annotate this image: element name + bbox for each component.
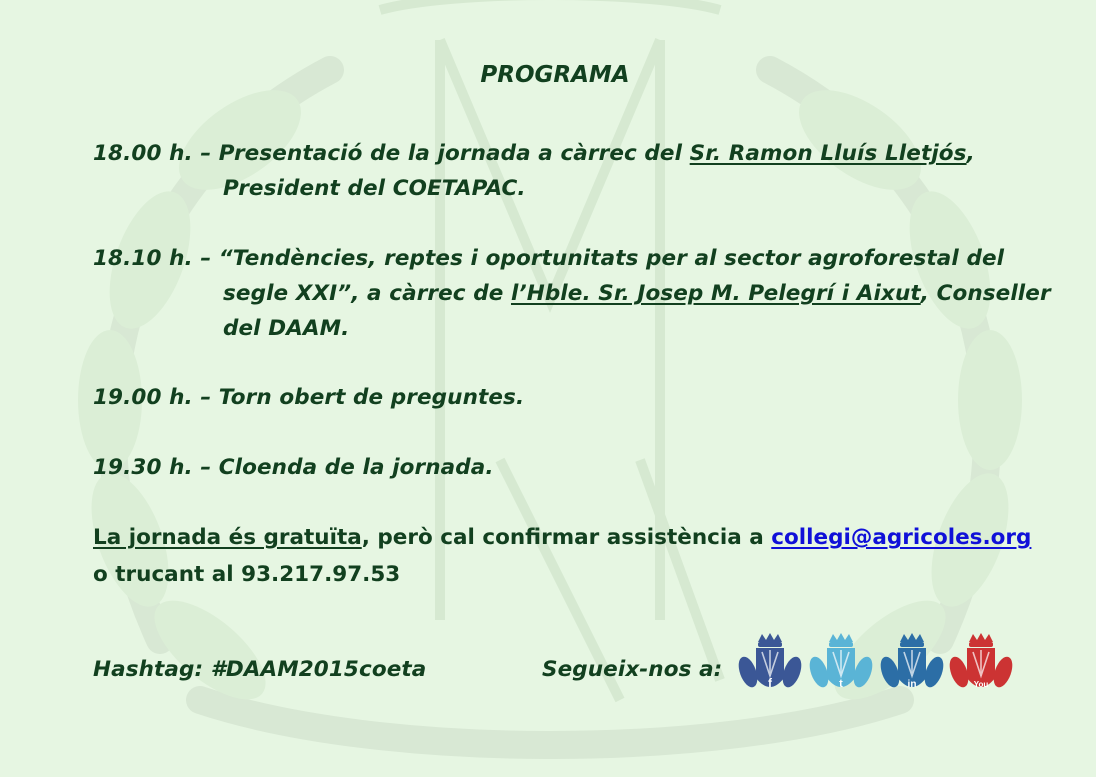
speaker-name-1: Sr. Ramon Lluís Lletjós	[689, 141, 967, 166]
schedule-item-2-text: segle XXI”, a càrrec de	[223, 281, 511, 306]
punctuation: ,	[966, 141, 975, 166]
phone-info: o trucant al 93.217.97.53	[93, 562, 401, 587]
free-notice: La jornada és gratuïta	[93, 525, 362, 550]
twitter-icon[interactable]	[809, 632, 873, 698]
schedule-item-1-text: 18.00 h. – Presentació de la jornada a càrrec del	[93, 141, 690, 166]
schedule-item-2-suffix: , Conseller	[920, 281, 1051, 306]
schedule-item-2-line3: del DAAM.	[223, 316, 350, 341]
speaker-name-2: l’Hble. Sr. Josep M. Pelegrí i Aixut	[510, 281, 921, 306]
hashtag: Hashtag: #DAAM2015coeta	[93, 657, 427, 682]
youtube-icon[interactable]	[949, 632, 1013, 698]
schedule-item-2-line2	[223, 281, 1051, 306]
svg-text:in: in	[907, 679, 917, 690]
page-title: PROGRAMA	[480, 62, 630, 88]
schedule-item-1	[93, 141, 975, 166]
registration-info	[93, 525, 1031, 550]
linkedin-icon[interactable]	[880, 632, 944, 698]
confirm-text: , però cal confirmar assistència a	[361, 525, 772, 550]
follow-label: Segueix-nos a:	[542, 657, 723, 682]
facebook-icon[interactable]	[738, 632, 802, 698]
email-link[interactable]: collegi@agricoles.org	[771, 525, 1032, 550]
svg-text:f: f	[768, 676, 772, 690]
svg-text:You: You	[973, 680, 989, 689]
svg-text:t: t	[839, 678, 843, 690]
schedule-item-2: 18.10 h. – “Tendències, reptes i oportunitats per al sector agroforestal del	[93, 246, 1005, 271]
schedule-item-3: 19.00 h. – Torn obert de preguntes.	[93, 385, 525, 410]
schedule-item-1-line2: President del COETAPAC.	[223, 176, 526, 201]
schedule-item-4: 19.30 h. – Cloenda de la jornada.	[93, 455, 494, 480]
